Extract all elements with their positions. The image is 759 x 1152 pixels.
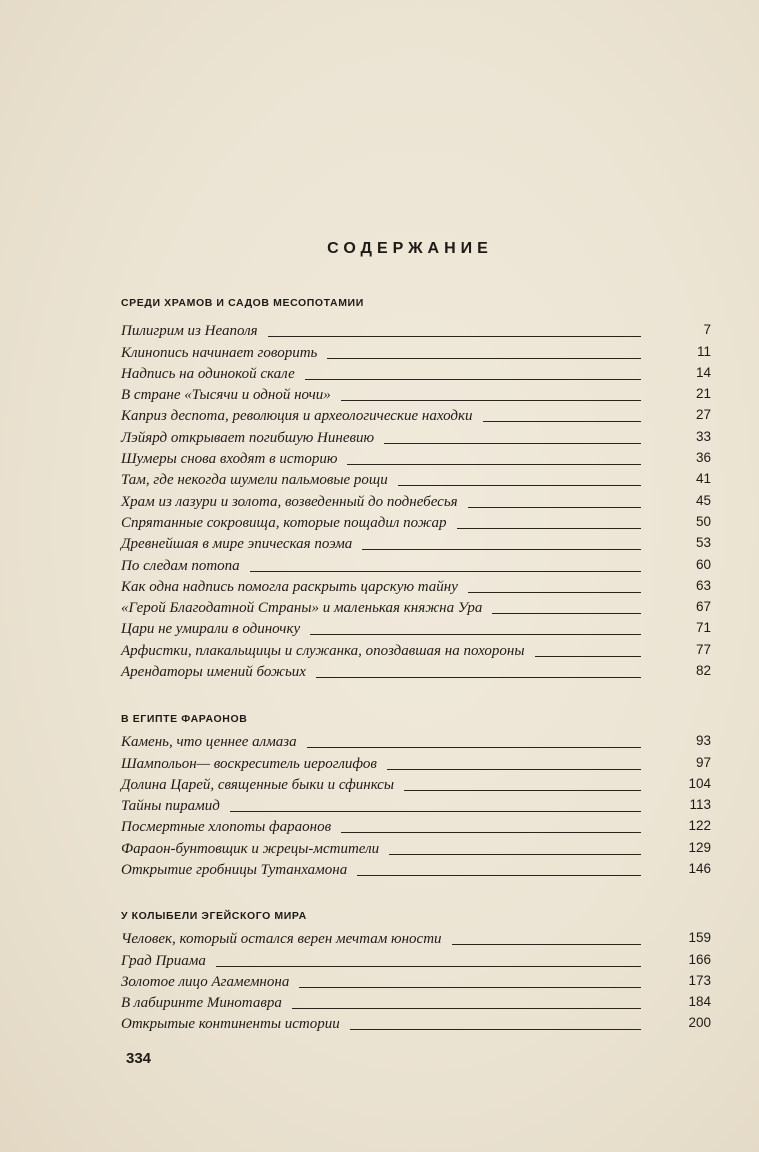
toc-entry-title: Как одна надпись помогла раскрыть царскую тайну: [121, 578, 458, 595]
leader-line: [316, 677, 641, 678]
leader-line: [268, 336, 641, 337]
page-number: 334: [126, 1050, 152, 1067]
leader-line: [310, 634, 641, 635]
section-entries-mesopotamia: [121, 320, 711, 682]
toc-entry-page: 53: [695, 535, 711, 551]
toc-entry-page: 97: [695, 754, 711, 770]
leader-line: [452, 944, 641, 945]
toc-entry-title: Золотое лицо Агамемнона: [121, 973, 290, 990]
toc-entry: [121, 774, 711, 795]
toc-entry: [121, 320, 711, 341]
toc-entry-page: 11: [696, 343, 711, 359]
leader-line: [398, 485, 641, 486]
page-title: СОДЕРЖАНИЕ: [327, 240, 493, 257]
toc-entry-page: 200: [688, 1015, 711, 1031]
leader-line: [216, 966, 641, 967]
toc-entry: [121, 837, 711, 858]
toc-entry: [121, 341, 711, 362]
toc-entry-page: 71: [695, 620, 711, 636]
toc-entry-title: По следам потопа: [121, 557, 240, 574]
toc-entry-page: 60: [695, 556, 711, 572]
toc-entry-title: Град Приама: [121, 952, 206, 969]
toc-entry: [121, 731, 711, 752]
toc-entry-title: Древнейшая в мире эпическая поэма: [121, 536, 353, 553]
toc-entry-title: В лабиринте Минотавра: [121, 995, 282, 1012]
toc-entry: [121, 928, 711, 949]
toc-entry: [121, 1013, 711, 1034]
toc-entry-page: 82: [695, 663, 711, 679]
toc-entry: [121, 576, 711, 597]
toc-entry-title: Шампольон— воскреситель иероглифов: [121, 755, 377, 772]
leader-line: [492, 613, 641, 614]
toc-entry-title: Каприз деспота, революция и археологические находки: [121, 408, 473, 425]
toc-entry-page: 7: [703, 322, 711, 338]
toc-entry-title: Цари не умирали в одиночку: [121, 621, 301, 638]
toc-entry-title: Арфистки, плакальщицы и служанка, опоздавшая на похороны: [121, 642, 525, 659]
toc-entry-page: 166: [688, 951, 711, 967]
toc-entry: [121, 949, 711, 970]
toc-entry-page: 173: [688, 972, 711, 988]
toc-entry-page: 14: [695, 364, 711, 380]
leader-line: [230, 811, 641, 812]
section-heading-egypt: В ЕГИПТЕ ФАРАОНОВ: [121, 713, 248, 725]
toc-entry-page: 33: [695, 428, 711, 444]
leader-line: [535, 656, 641, 657]
toc-entry-page: 184: [688, 994, 711, 1010]
toc-entry-page: 146: [688, 861, 711, 877]
toc-entry: [121, 469, 711, 490]
leader-line: [483, 421, 641, 422]
toc-entry: [121, 597, 711, 618]
leader-line: [299, 987, 641, 988]
section-heading-aegean: У КОЛЫБЕЛИ ЭГЕЙСКОГО МИРА: [121, 910, 307, 922]
toc-entry-page: 93: [695, 733, 711, 749]
toc-entry: [121, 795, 711, 816]
toc-entry: [121, 971, 711, 992]
toc-entry: [121, 816, 711, 837]
toc-entry-title: Открытые континенты истории: [121, 1016, 340, 1033]
leader-line: [457, 528, 641, 529]
leader-line: [250, 571, 641, 572]
leader-line: [468, 592, 641, 593]
toc-entry-page: 104: [688, 775, 711, 791]
toc-entry-title: «Герой Благодатной Страны» и маленькая княжна Ура: [121, 600, 483, 617]
leader-line: [292, 1008, 641, 1009]
toc-entry-title: Фараон-бунтовщик и жрецы-мстители: [121, 840, 380, 857]
toc-entry-title: Лэйярд открывает погибшую Ниневию: [121, 429, 375, 446]
leader-line: [357, 875, 641, 876]
toc-entry-page: 113: [689, 797, 711, 813]
leader-line: [327, 358, 641, 359]
section-entries-aegean: [121, 928, 711, 1034]
toc-entry-title: Храм из лазури и золота, возведенный до поднебесья: [121, 493, 458, 510]
toc-entry: [121, 554, 711, 575]
leader-line: [341, 400, 641, 401]
toc-entry-title: Клинопись начинает говорить: [121, 344, 318, 361]
toc-entry: [121, 618, 711, 639]
toc-entry-title: В стране «Тысячи и одной ночи»: [121, 387, 331, 404]
toc-entry: [121, 752, 711, 773]
toc-entry-title: Надпись на одинокой скале: [121, 365, 295, 382]
section-heading-mesopotamia: СРЕДИ ХРАМОВ И САДОВ МЕСОПОТАМИИ: [121, 297, 364, 309]
leader-line: [404, 790, 641, 791]
toc-entry-page: 50: [695, 513, 711, 529]
toc-entry: [121, 405, 711, 426]
toc-entry-page: 41: [695, 471, 711, 487]
leader-line: [350, 1029, 641, 1030]
toc-entry-page: 129: [688, 839, 711, 855]
leader-line: [347, 464, 641, 465]
toc-entry-title: Спрятанные сокровища, которые пощадил пожар: [121, 514, 447, 531]
toc-entry-page: 21: [695, 386, 711, 402]
toc-entry-title: Тайны пирамид: [121, 798, 220, 815]
leader-line: [307, 747, 641, 748]
toc-entry: [121, 859, 711, 880]
leader-line: [362, 549, 641, 550]
toc-entry: [121, 992, 711, 1013]
leader-line: [389, 854, 641, 855]
toc-entry: [121, 533, 711, 554]
toc-entry-page: 77: [695, 641, 711, 657]
toc-entry-title: Долина Царей, священные быки и сфинксы: [121, 776, 394, 793]
leader-line: [468, 507, 641, 508]
toc-entry-title: Открытие гробницы Тутанхамона: [121, 862, 348, 879]
toc-entry-page: 67: [695, 599, 711, 615]
toc-entry-page: 122: [688, 818, 711, 834]
toc-entry: [121, 384, 711, 405]
toc-entry-page: 27: [695, 407, 711, 423]
leader-line: [387, 769, 641, 770]
toc-entry-page: 45: [695, 492, 711, 508]
toc-entry-title: Посмертные хлопоты фараонов: [121, 819, 332, 836]
toc-entry-page: 36: [695, 450, 711, 466]
leader-line: [341, 832, 641, 833]
toc-entry: [121, 426, 711, 447]
section-entries-egypt: [121, 731, 711, 880]
toc-entry-title: Арендаторы имений божьих: [121, 664, 306, 681]
toc-entry: [121, 639, 711, 660]
toc-entry: [121, 363, 711, 384]
toc-entry: [121, 448, 711, 469]
toc-entry-title: Шумеры снова входят в историю: [121, 451, 338, 468]
leader-line: [305, 379, 641, 380]
toc-entry-title: Человек, который остался верен мечтам юности: [121, 931, 442, 948]
toc-entry-page: 63: [695, 577, 711, 593]
toc-entry-page: 159: [688, 930, 711, 946]
leader-line: [384, 443, 641, 444]
toc-entry: [121, 661, 711, 682]
toc-entry-title: Пилигрим из Неаполя: [121, 323, 258, 340]
toc-entry-title: Там, где некогда шумели пальмовые рощи: [121, 472, 388, 489]
toc-entry: [121, 512, 711, 533]
toc-entry: [121, 490, 711, 511]
toc-entry-title: Камень, что ценнее алмаза: [121, 734, 297, 751]
